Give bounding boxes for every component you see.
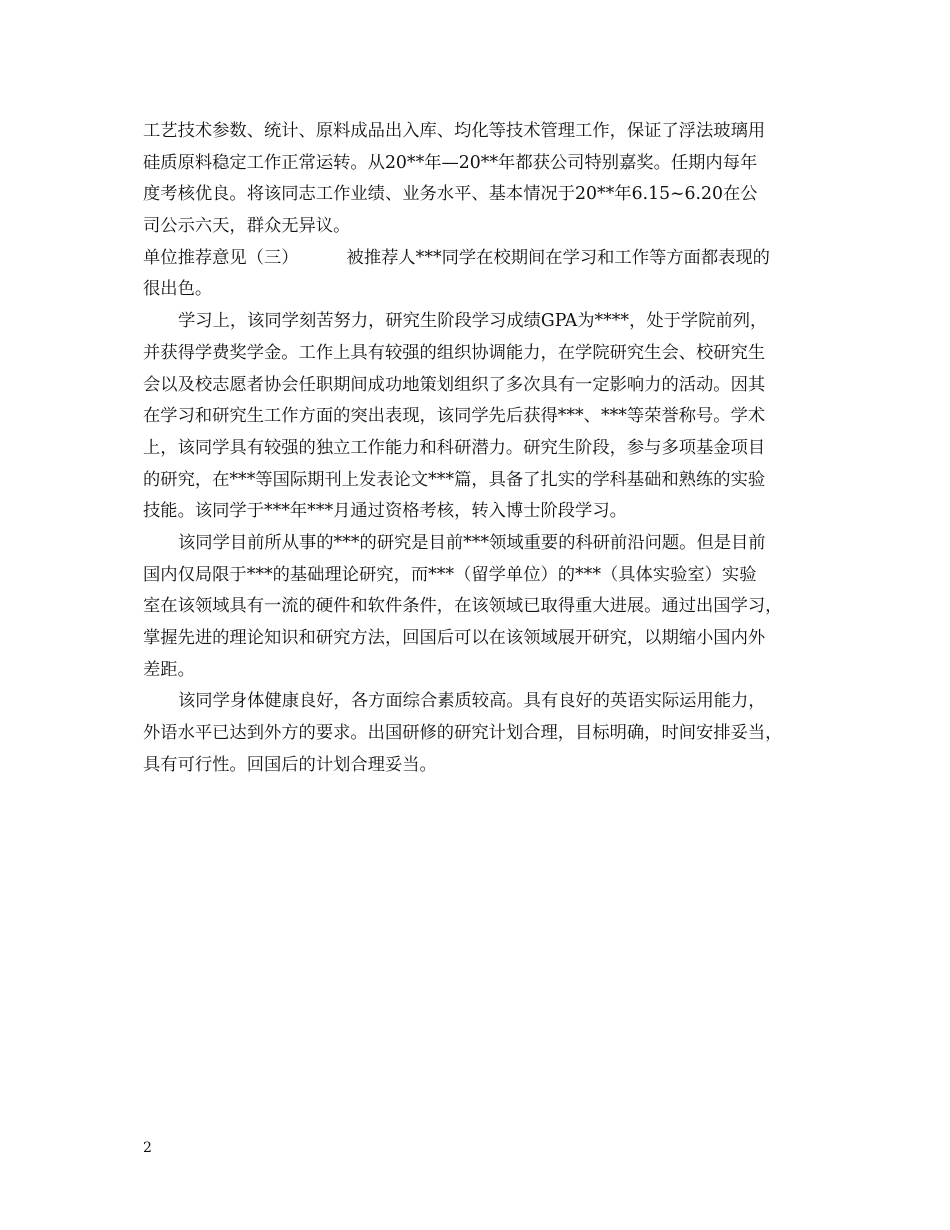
document-body bbox=[143, 116, 827, 781]
recommendation-start: 被推荐人***同学在校期间在学习和工作等方面都表现的 bbox=[346, 247, 770, 268]
page-number: 2 bbox=[143, 1140, 152, 1156]
text-line: 的研究，在***等国际期刊上发表论文***篇，具备了扎实的学科基础和熟练的实验 bbox=[143, 469, 766, 490]
text-line: 室在该领域具有一流的硬件和软件条件，在该领域已取得重大进展。通过出国学习， bbox=[143, 596, 783, 617]
text-line: 该同学目前所从事的***的研究是目前***领域重要的科研前沿问题。但是目前 bbox=[178, 532, 766, 553]
text-line: 差距。 bbox=[143, 659, 195, 680]
text-line: 工艺技术参数、统计、原料成品出入库、均化等技术管理工作，保证了浮法玻璃用 bbox=[143, 121, 766, 141]
text-line bbox=[143, 243, 827, 275]
paragraph-health bbox=[143, 686, 827, 781]
text-line: 硅质原料稳定工作正常运转。从20**年—20**年都获公司特别嘉奖。任期内每年 bbox=[143, 152, 758, 173]
paragraph-work-summary bbox=[143, 116, 827, 243]
text-line: 会以及校志愿者协会任职期间成功地策划组织了多次具有一定影响力的活动。因其 bbox=[143, 374, 766, 395]
text-line: 技能。该同学于***年***月通过资格考核，转入博士阶段学习。 bbox=[143, 501, 627, 522]
text-line: 司公示六天，群众无异议。 bbox=[143, 216, 351, 237]
text-line: 国内仅局限于***的基础理论研究，而***（留学单位）的***（具体实验室）实验 bbox=[143, 564, 757, 585]
section-heading: 单位推荐意见（三） bbox=[143, 247, 299, 268]
text-line: 掌握先进的理论知识和研究方法，回国后可以在该领域展开研究，以期缩小国内外 bbox=[143, 628, 766, 648]
paragraph-study bbox=[143, 306, 827, 528]
text-line: 上，该同学具有较强的独立工作能力和科研潜力。研究生阶段，参与多项基金项目 bbox=[143, 437, 766, 458]
text-line: 该同学身体健康良好，各方面综合素质较高。具有良好的英语实际运用能力， bbox=[178, 691, 766, 712]
text-line: 学习上，该同学刻苦努力，研究生阶段学习成绩GPA为****，处于学院前列， bbox=[178, 311, 768, 332]
text-line: 在学习和研究生工作方面的突出表现，该同学先后获得***、***等荣誉称号。学术 bbox=[143, 406, 766, 427]
paragraph-recommendation-opinion bbox=[143, 243, 827, 306]
text-line: 外语水平已达到外方的要求。出国研修的研究计划合理，目标明确，时间安排妥当， bbox=[143, 723, 783, 744]
text-line: 很出色。 bbox=[143, 279, 213, 300]
text-line: 并获得学费奖学金。工作上具有较强的组织协调能力，在学院研究生会、校研究生 bbox=[143, 342, 766, 363]
paragraph-research bbox=[143, 528, 827, 686]
text-line: 具有可行性。回国后的计划合理妥当。 bbox=[143, 754, 437, 775]
text-line: 度考核优良。将该同志工作业绩、业务水平、基本情况于20**年6.15~6.20在公 bbox=[143, 184, 758, 205]
